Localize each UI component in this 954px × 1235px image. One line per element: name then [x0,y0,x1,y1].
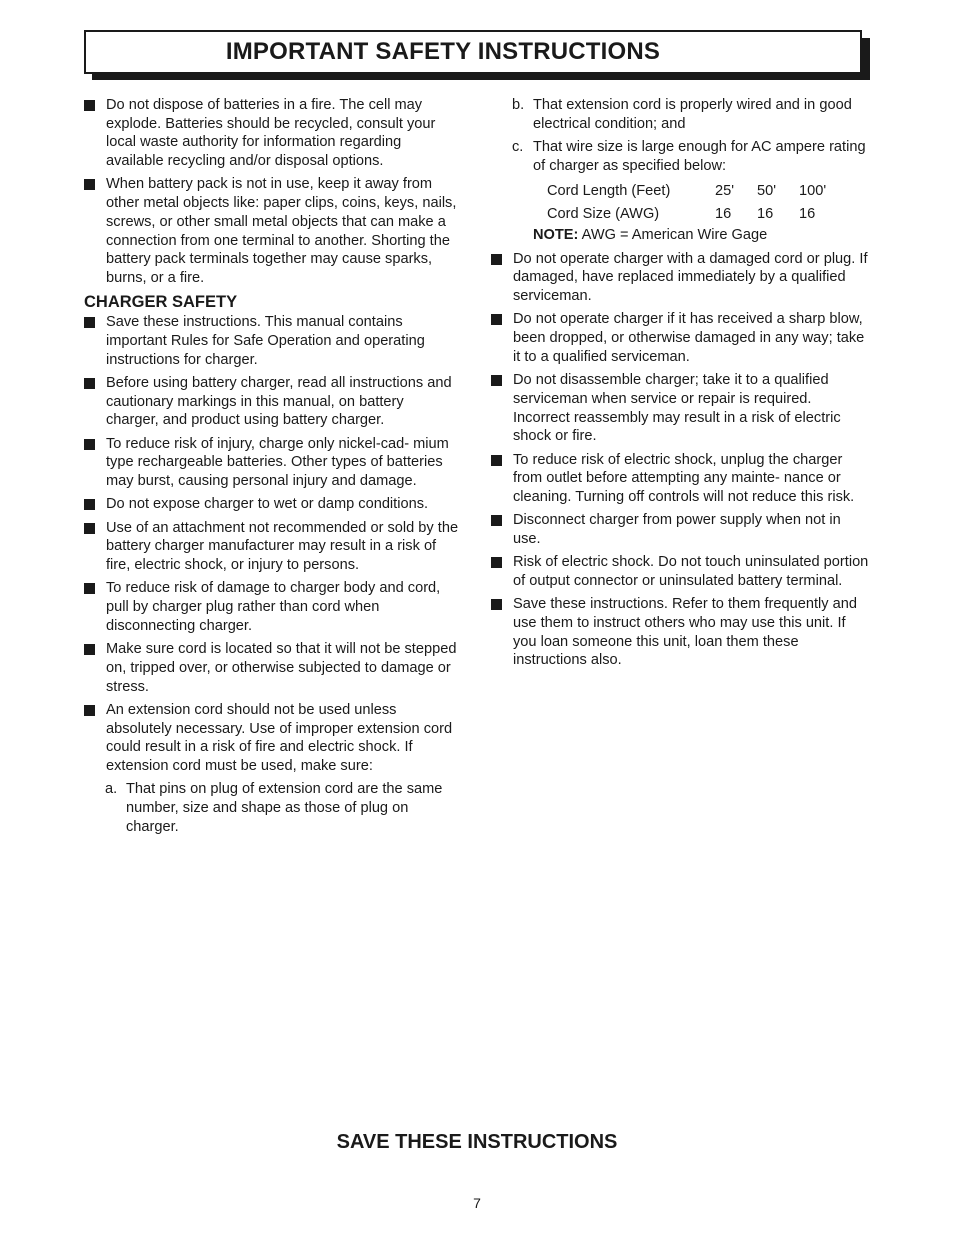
list-item [491,511,871,548]
list-item-text: Make sure cord is located so that it will not be stepped on, tripped over, or otherwise subjected to damage or stress. [106,641,457,695]
note-label: NOTE: [533,227,579,243]
right-column [491,96,871,675]
list-item [84,435,460,491]
list-item [84,579,460,635]
table-cell: 50' [757,183,777,200]
table-cell: Cord Size (AWG) [547,206,660,223]
title-box [84,30,862,74]
save-instructions-heading: SAVE THESE INSTRUCTIONS [336,1131,618,1153]
table-cell: Cord Length (Feet) [547,183,671,200]
awg-note [533,226,871,245]
left-column [84,96,460,841]
list-item-text: When battery pack is not in use, keep it away from other metal objects like: paper clips, coins, keys, nails, screws, or other small metal objects that can make a connection from one terminal to another. Shorting the battery pack terminals together may cause sparks, burns, or a fire. [106,176,457,286]
list-item-text: Do not dispose of batteries in a fire. The cell may explode. Batteries should be recycled, consult your local waste authority for information regarding available recycling and/or disposal options. [106,97,436,170]
square-bullet-icon [84,705,95,716]
list-item [491,310,871,366]
square-bullet-icon [84,523,95,534]
table-cell: 16 [715,206,732,223]
square-bullet-icon [84,179,95,190]
square-bullet-icon [491,455,502,466]
list-item-text: Save these instructions. This manual contains important Rules for Safe Operation and operating instructions for charger. [106,314,425,368]
section-heading-charger-safety: CHARGER SAFETY [84,292,238,311]
sub-item-letter: c. [512,139,524,155]
square-bullet-icon [84,439,95,450]
table-cell: 16 [799,206,816,223]
square-bullet-icon [491,515,502,526]
sub-item-text: That wire size is large enough for AC ampere rating of charger as specified below: [533,139,866,174]
list-item-text: To reduce risk of electric shock, unplug the charger from outlet before attempting any mainte- nance or cleaning. Turning off controls will not reduce this risk. [513,451,855,505]
sub-item-c [491,138,871,175]
square-bullet-icon [84,583,95,594]
list-item-text: Do not disassemble charger; take it to a qualified serviceman when service or repair is required. Incorrect reassembly may result in a risk of electric shock or fire. [513,372,841,445]
square-bullet-icon [491,254,502,265]
sub-item-a [84,780,460,836]
sub-item-text: That pins on plug of extension cord are the same number, size and shape as those of plug on charger. [126,781,443,835]
list-item-text: Do not expose charger to wet or damp conditions. [106,496,429,513]
sub-item-letter: a. [105,781,118,798]
square-bullet-icon [84,644,95,655]
table-row [547,203,871,226]
list-item-text: Save these instructions. Refer to them frequently and use them to instruct others who may use this unit. If you loan someone this unit, loan them these instructions also. [513,596,857,669]
list-item [491,451,871,507]
table-cell: 16 [757,206,774,223]
square-bullet-icon [84,317,95,328]
list-item [84,495,460,514]
list-item-text: Before using battery charger, read all instructions and cautionary markings in this manual, on battery charger, and product using battery charger. [106,375,452,429]
list-item [84,701,460,776]
list-item-text: Risk of electric shock. Do not touch uninsulated portion of output connector or uninsulated battery terminal. [513,554,869,589]
note-text: AWG = American Wire Gage [581,227,768,243]
table-cell: 100' [799,183,827,200]
list-item [84,640,460,696]
table-cell: 25' [715,183,735,200]
sub-item-text: That extension cord is properly wired and in good electrical condition; and [533,97,852,132]
list-item-text: Do not operate charger if it has received a sharp blow, been dropped, or otherwise damaged in any way; take it to a qualified serviceman. [513,311,865,365]
sub-item-letter: b. [512,97,525,113]
list-item [491,371,871,446]
page-number: 7 [473,1195,481,1211]
list-item-text: To reduce risk of damage to charger body and cord, pull by charger plug rather than cord when disconnecting charger. [106,580,441,634]
list-item [491,553,871,590]
list-item [84,374,460,430]
square-bullet-icon [84,499,95,510]
sub-item-b [491,96,871,133]
list-item-text: Do not operate charger with a damaged cord or plug. If damaged, have replaced immediately by a qualified serviceman. [513,250,868,305]
list-item-text: Use of an attachment not recommended or sold by the battery charger manufacturer may result in a risk of fire, electric shock, or injury to persons. [106,519,459,574]
page-title: IMPORTANT SAFETY INSTRUCTIONS [225,38,661,65]
list-item [84,519,460,575]
list-item [491,595,871,670]
square-bullet-icon [491,599,502,610]
square-bullet-icon [84,100,95,111]
square-bullet-icon [491,557,502,568]
cord-size-table [547,180,871,226]
list-item-text: Disconnect charger from power supply when not in use. [513,512,841,547]
list-item-text: An extension cord should not be used unless absolutely necessary. Use of improper extension cord could result in a risk of fire and electric shock. If extension cord must be used, make sure: [106,701,453,774]
list-item-text: To reduce risk of injury, charge only nickel-cad- mium type rechargeable batteries. Other types of batteries may burst, causing personal injury and damage. [106,435,449,490]
list-item [491,250,871,306]
square-bullet-icon [491,375,502,386]
square-bullet-icon [84,378,95,389]
list-item [84,96,460,171]
table-row [547,180,871,203]
list-item [84,175,460,287]
square-bullet-icon [491,314,502,325]
list-item [84,313,460,369]
title-banner [84,30,870,80]
